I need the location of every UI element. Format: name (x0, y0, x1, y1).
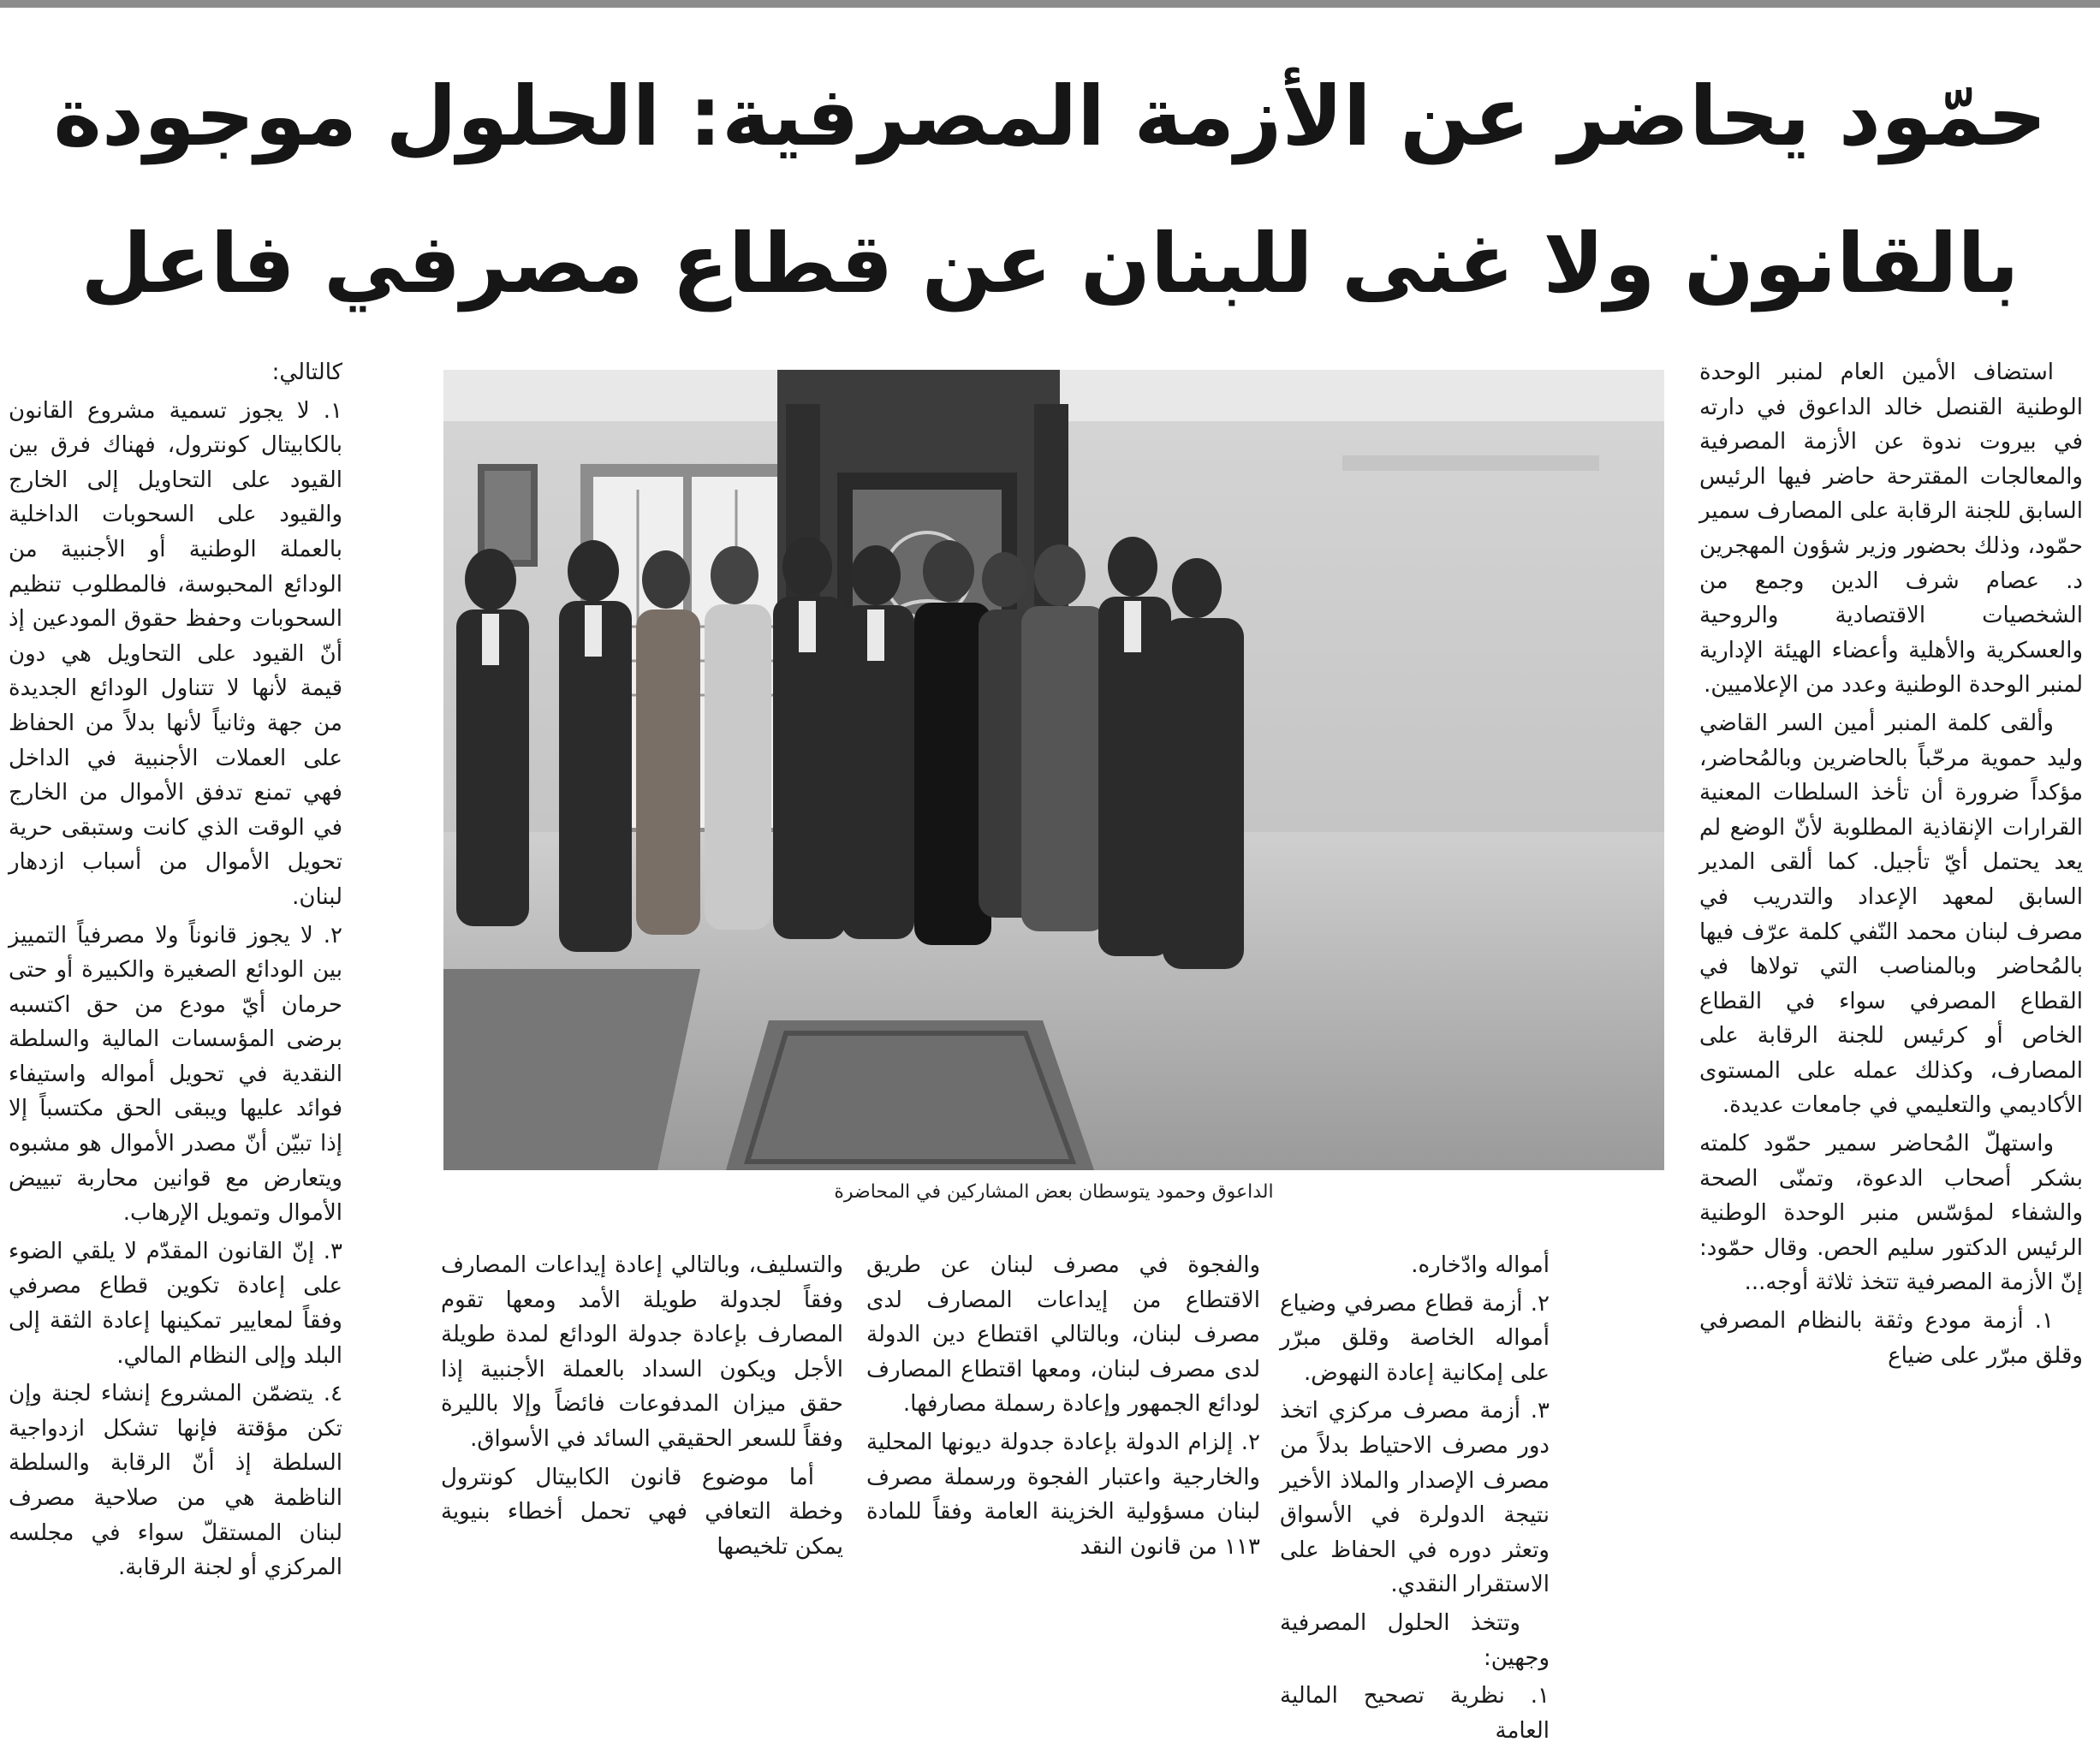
headline-line-2: بالقانون ولا غنى للبنان عن قطاع مصرفي فاعل (80, 216, 2020, 312)
paragraph: ٣. إنّ القانون المقدّم لا يلقي الضوء على إعادة تكوين قطاع مصرفي وفقاً لمعايير تمكينها إعادة الثقة إلى البلد وإلى النظام المالي. (9, 1238, 342, 1369)
photo-illustration (443, 370, 1664, 1170)
article-column-bottom-1 (1280, 1248, 1550, 1744)
paragraph: وتتخذ الحلول المصرفية وجهين: (1280, 1609, 1550, 1671)
headline-line-1: حمّود يحاضر عن الأزمة المصرفية: الحلول موجودة (53, 68, 2047, 164)
paragraph: والفجوة في مصرف لبنان عن طريق الاقتطاع من إيداعات المصارف لدى مصرف لبنان، وبالتالي اقتطاع دين الدولة لدى مصرف لبنان، ومعها اقتطاع المصارف لودائع الجمهور وإعادة رسملة مصارفها. (866, 1252, 1260, 1418)
paragraph: كالتالي: (271, 360, 342, 385)
paragraph: ١. نظرية تصحيح المالية العامة (1280, 1683, 1550, 1744)
paragraph: ١. أزمة مودع وثقة بالنظام المصرفي وقلق مبرّر على ضياع (1699, 1308, 2083, 1369)
paragraph: ١. لا يجوز تسمية مشروع القانون بالكابيتال كونترول، فهناك فرق بين القيود على التحاويل إلى الخارج والقيود على السحوبات الداخلية بالعملة الوطنية أو الأجنبية من الودائع المحبوسة، فالمطلوب تنظيم السحوبات وحفظ حقوق المودعين إذ أنّ القيود على التحاويل هي دون قيمة لأنها لا تتناول الودائع الجديدة من جهة وثانياً لأنها بدلاً من الحفاظ على العملات الأجنبية في الداخل فهي تمنع تدفق الأموال من الخارج في الوقت الذي كانت وستبقى حرية تحويل الأموال من أسباب ازدهار لبنان. (9, 397, 342, 910)
photo-caption: الداعوق وحمود يتوسطان بعض المشاركين في المحاضرة (834, 1181, 1274, 1203)
paragraph: ٢. لا يجوز قانوناً ولا مصرفياً التمييز بين الودائع الصغيرة والكبيرة أو حتى حرمان أيّ مودع من حق اكتسبه برضى المؤسسات المالية والسلطة النقدية في تحويل أمواله واستيفاء فوائد عليها ويبقى الحق مكتسباً إلا إذا تبيّن أنّ مصدر الأموال هو مشبوه ويتعارض مع قوانين محاربة تبييض الأموال وتمويل الإرهاب. (9, 922, 342, 1227)
news-photo (443, 370, 1664, 1170)
paragraph: أمواله وادّخاره. (1411, 1252, 1550, 1278)
paragraph: ٢. أزمة قطاع مصرفي وضياع أمواله الخاصة وقلق مبرّر على إمكانية إعادة النهوض. (1280, 1290, 1550, 1386)
paragraph: والتسليف، وبالتالي إعادة إيداعات المصارف وفقاً لجدولة طويلة الأمد ومعها تقوم المصارف بإعادة جدولة الودائع لمدة طويلة الأجل ويكون السداد بالعملة الأجنبية إذا حقق ميزان المدفوعات فائضاً وإلا بالليرة وفقاً للسعر الحقيقي السائد في الأسواق. (441, 1252, 843, 1452)
article-column-right (1699, 355, 2083, 1661)
top-rule (0, 0, 2100, 8)
article-column-bottom-2 (866, 1248, 1260, 1659)
paragraph: ٣. أزمة مصرف مركزي اتخذ دور مصرف الاحتياط بدلاً من مصرف الإصدار والملاذ الأخير نتيجة الدولرة في الأسواق وتعثر دوره في الحفاظ على الاستقرار النقدي. (1280, 1398, 1550, 1598)
paragraph: وألقى كلمة المنبر أمين السر القاضي وليد حموية مرحّباً بالحاضرين وبالمُحاضر، مؤكداً ضرورة أن تأخذ السلطات المعنية القرارات الإنقاذية المطلوبة لأنّ الوضع لم يعد يحتمل أيّ تأجيل. كما ألقى المدير السابق لمعهد الإعداد والتدريب في مصرف لبنان محمد النّفي كلمة عرّف فيها بالمُحاضر وبالمناصب التي تولاها في القطاع المصرفي سواء في القطاع الخاص أو كرئيس للجنة الرقابة على المصارف، وكذلك عمله على المستوى الأكاديمي والتعليمي في جامعات عديدة. (1699, 710, 2083, 1119)
paragraph: استضاف الأمين العام لمنبر الوحدة الوطنية القنصل خالد الداعوق في دارته في بيروت ندوة عن الأزمة المصرفية والمعالجات المقترحة حاضر فيها الرئيس السابق للجنة الرقابة على المصارف سمير حمّود، وذلك بحضور وزير شؤون المهجرين د. عصام شرف الدين وجمع من الشخصيات الاقتصادية والروحية والعسكرية والأهلية وأعضاء الهيئة الإدارية لمنبر الوحدة الوطنية وعدد من الإعلاميين. (1699, 360, 2083, 699)
paragraph: ٢. إلزام الدولة بإعادة جدولة ديونها المحلية والخارجية واعتبار الفجوة ورسملة مصرف لبنان مسؤولية الخزينة العامة وفقاً للمادة ١١٣ من قانون النقد (866, 1429, 1260, 1560)
paragraph: واستهلّ المُحاضر سمير حمّود كلمته بشكر أصحاب الدعوة، وتمنّى الصحة والشفاء لمؤسّس منبر الوحدة الوطنية الرئيس الدكتور سليم الحص. وقال حمّود: إنّ الأزمة المصرفية تتخذ ثلاثة أوجه... (1699, 1131, 2083, 1296)
article-column-bottom-3 (441, 1248, 843, 1659)
article-column-left (9, 355, 342, 1661)
paragraph: ٤. يتضمّن المشروع إنشاء لجنة وإن تكن مؤقتة فإنها تشكل ازدواجية السلطة إذ أنّ الرقابة والسلطة الناظمة هي من صلاحية مصرف لبنان المستقلّ سواء في مجلسه المركزي أو لجنة الرقابة. (9, 1381, 342, 1581)
paragraph: أما موضوع قانون الكابيتال كونترول وخطة التعافي فهي تحمل أخطاء بنيوية يمكن تلخيصها (441, 1464, 843, 1560)
